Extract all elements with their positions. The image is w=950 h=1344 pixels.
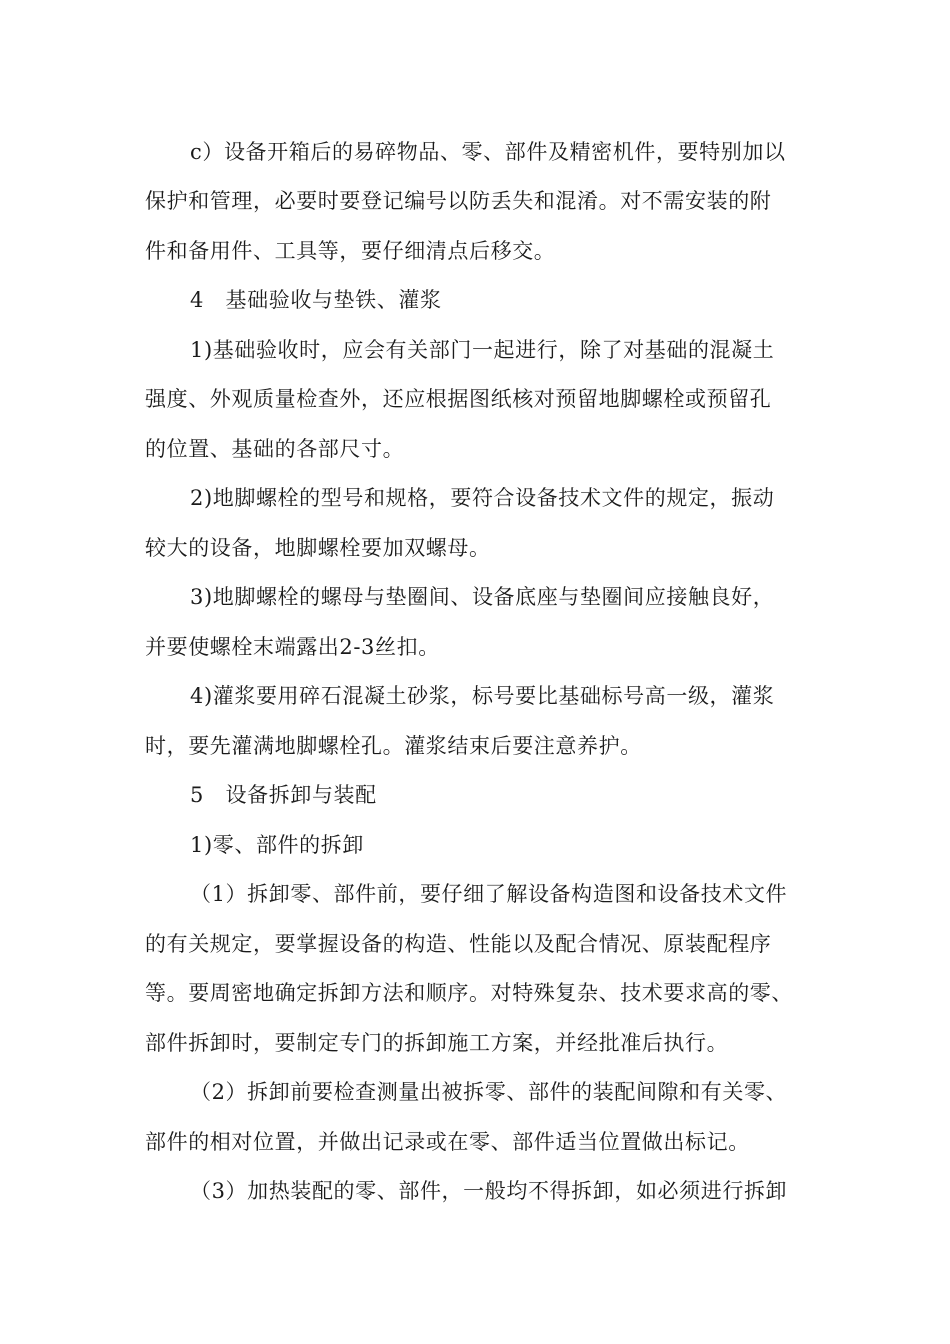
text-line: 2)地脚螺栓的型号和规格，要符合设备技术文件的规定，振动	[190, 486, 775, 510]
text-line: （1）拆卸零、部件前，要仔细了解设备构造图和设备技术文件	[190, 882, 788, 906]
text-line: 较大的设备，地脚螺栓要加双螺母。	[145, 536, 491, 560]
text-line: 3)地脚螺栓的螺母与垫圈间、设备底座与垫圈间应接触良好，	[190, 585, 775, 609]
text-line: 强度、外观质量检查外，还应根据图纸核对预留地脚螺栓或预留孔	[145, 387, 772, 411]
text-line: （2）拆卸前要检查测量出被拆零、部件的装配间隙和有关零、	[190, 1080, 788, 1104]
text-line: 并要使螺栓末端露出2-3丝扣。	[145, 635, 440, 659]
text-line: 等。要周密地确定拆卸方法和顺序。对特殊复杂、技术要求高的零、	[145, 981, 793, 1005]
section-heading: 5 设备拆卸与装配	[190, 783, 377, 807]
text-line: 的位置、基础的各部尺寸。	[145, 437, 405, 461]
text-line: 1)基础验收时，应会有关部门一起进行，除了对基础的混凝土	[190, 338, 775, 362]
text-line: c）设备开箱后的易碎物品、零、部件及精密机件，要特别加以	[190, 140, 786, 164]
text-line: 时，要先灌满地脚螺栓孔。灌浆结束后要注意养护。	[145, 734, 642, 758]
text-line: 的有关规定，要掌握设备的构造、性能以及配合情况、原装配程序	[145, 932, 772, 956]
text-line: 件和备用件、工具等，要仔细清点后移交。	[145, 239, 556, 263]
text-line: 保护和管理，必要时要登记编号以防丢失和混淆。对不需安装的附	[145, 189, 772, 213]
text-line: （3）加热装配的零、部件，一般均不得拆卸，如必须进行拆卸	[190, 1179, 788, 1203]
subsection-heading: 1)零、部件的拆卸	[190, 833, 364, 857]
text-line: 部件拆卸时，要制定专门的拆卸施工方案，并经批准后执行。	[145, 1031, 729, 1055]
section-heading: 4 基础验收与垫铁、灌浆	[190, 288, 442, 312]
text-line: 4)灌浆要用碎石混凝土砂浆，标号要比基础标号高一级，灌浆	[190, 684, 775, 708]
text-line: 部件的相对位置，并做出记录或在零、部件适当位置做出标记。	[145, 1130, 750, 1154]
